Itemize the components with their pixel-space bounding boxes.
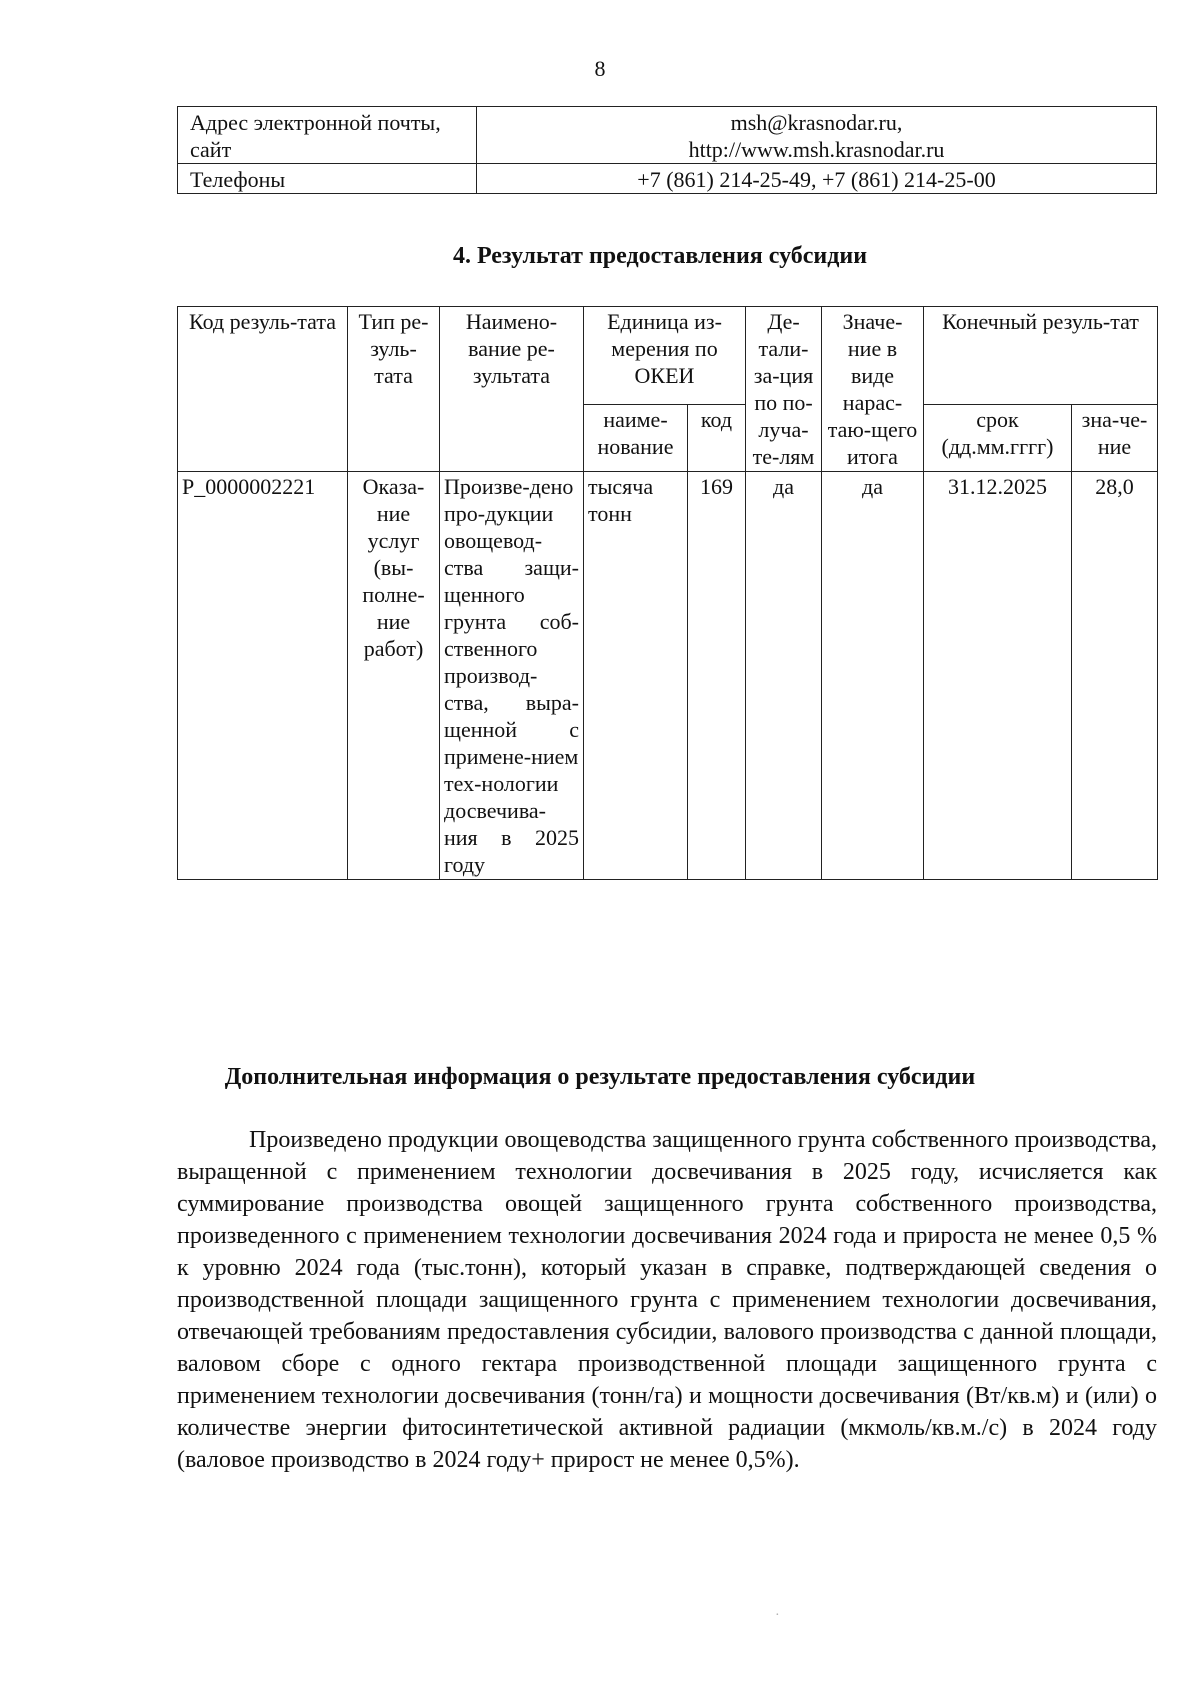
header-code: Код резуль-тата: [178, 307, 348, 472]
cell-value: 28,0: [1072, 472, 1158, 880]
phones-row: [178, 164, 1157, 194]
header-final-value: зна-че-ние: [1072, 405, 1158, 472]
header-type: Тип ре-зуль-тата: [348, 307, 440, 472]
header-final-date: срок (дд.мм.гггг): [924, 405, 1072, 472]
email-value: [477, 107, 1157, 164]
additional-info-title: Дополнительная информация о результате предоставления субсидии: [224, 1064, 976, 1090]
header-unit-code: код: [688, 405, 746, 472]
cell-code: P_0000002221: [178, 472, 348, 880]
email-label: Адрес электронной почты, сайт: [178, 107, 477, 164]
header-unit: Единица из-мерения по ОКЕИ: [584, 307, 746, 405]
cell-unit-name: тысяча тонн: [584, 472, 688, 880]
table-row: [178, 472, 1158, 880]
scan-speck: ·: [775, 1608, 780, 1623]
cell-unit-code: 169: [688, 472, 746, 880]
header-detail: Де-тали-за-ция по по-луча-те-лям: [746, 307, 822, 472]
additional-info-text: Произведено продукции овощеводства защищенного грунта собственного производства, выращенной с применением технологии досвечивания в 2025 году, исчисляется как суммирование производства овощей защищенного грунта собственного производства, произведенного с применением технологии досвечивания 2024 года и прироста не менее 0,5 % к уровню 2024 года (тыс.тонн), который указан в справке, подтверждающей сведения о производственной площади защищенного грунта с применением технологии досвечивания, отвечающей требованиям предоставления субсидии, валового производства с данной площади, валовом сборе с одного гектара производственной площади защищенного грунта с применением технологии досвечивания (тонн/га) и мощности досвечивания (Вт/кв.м) и (или) о количестве энергии фитосинтетической активной радиации (мкмоль/кв.м./с) в 2024 году (валовое производство в 2024 году+ прирост не менее 0,5%).: [177, 1127, 1158, 1473]
cell-detail: да: [746, 472, 822, 880]
email-address: msh@krasnodar.ru,: [730, 110, 903, 135]
cell-type: Оказа-ние услуг (вы-полне-ние работ): [348, 472, 440, 880]
results-section-title: 4. Результат предоставления субсидии: [452, 243, 868, 269]
header-unit-name: наиме-нование: [584, 405, 688, 472]
page-number: 8: [594, 56, 606, 81]
header-final-result: Конечный резуль-тат: [924, 307, 1158, 405]
header-row-1: [178, 307, 1158, 405]
website-url: http://www.msh.krasnodar.ru: [688, 137, 945, 162]
cell-date: 31.12.2025: [924, 472, 1072, 880]
contacts-table: [177, 106, 1157, 194]
cell-cumulative: да: [822, 472, 924, 880]
header-name: Наимено-вание ре-зультата: [440, 307, 584, 472]
results-table: [177, 306, 1158, 880]
phones-label: Телефоны: [178, 164, 477, 194]
header-cumulative: Значе-ние в виде нарас-таю-щего итога: [822, 307, 924, 472]
cell-name: Произве-дено про-дукции овощевод-ства защи-щенного грунта соб-ственного производ-ства, выра-щенной с примене-нием тех-нологии досвечива-ния в 2025 году: [440, 472, 584, 880]
phones-value: +7 (861) 214-25-49, +7 (861) 214-25-00: [477, 164, 1157, 194]
email-row: [178, 107, 1157, 164]
